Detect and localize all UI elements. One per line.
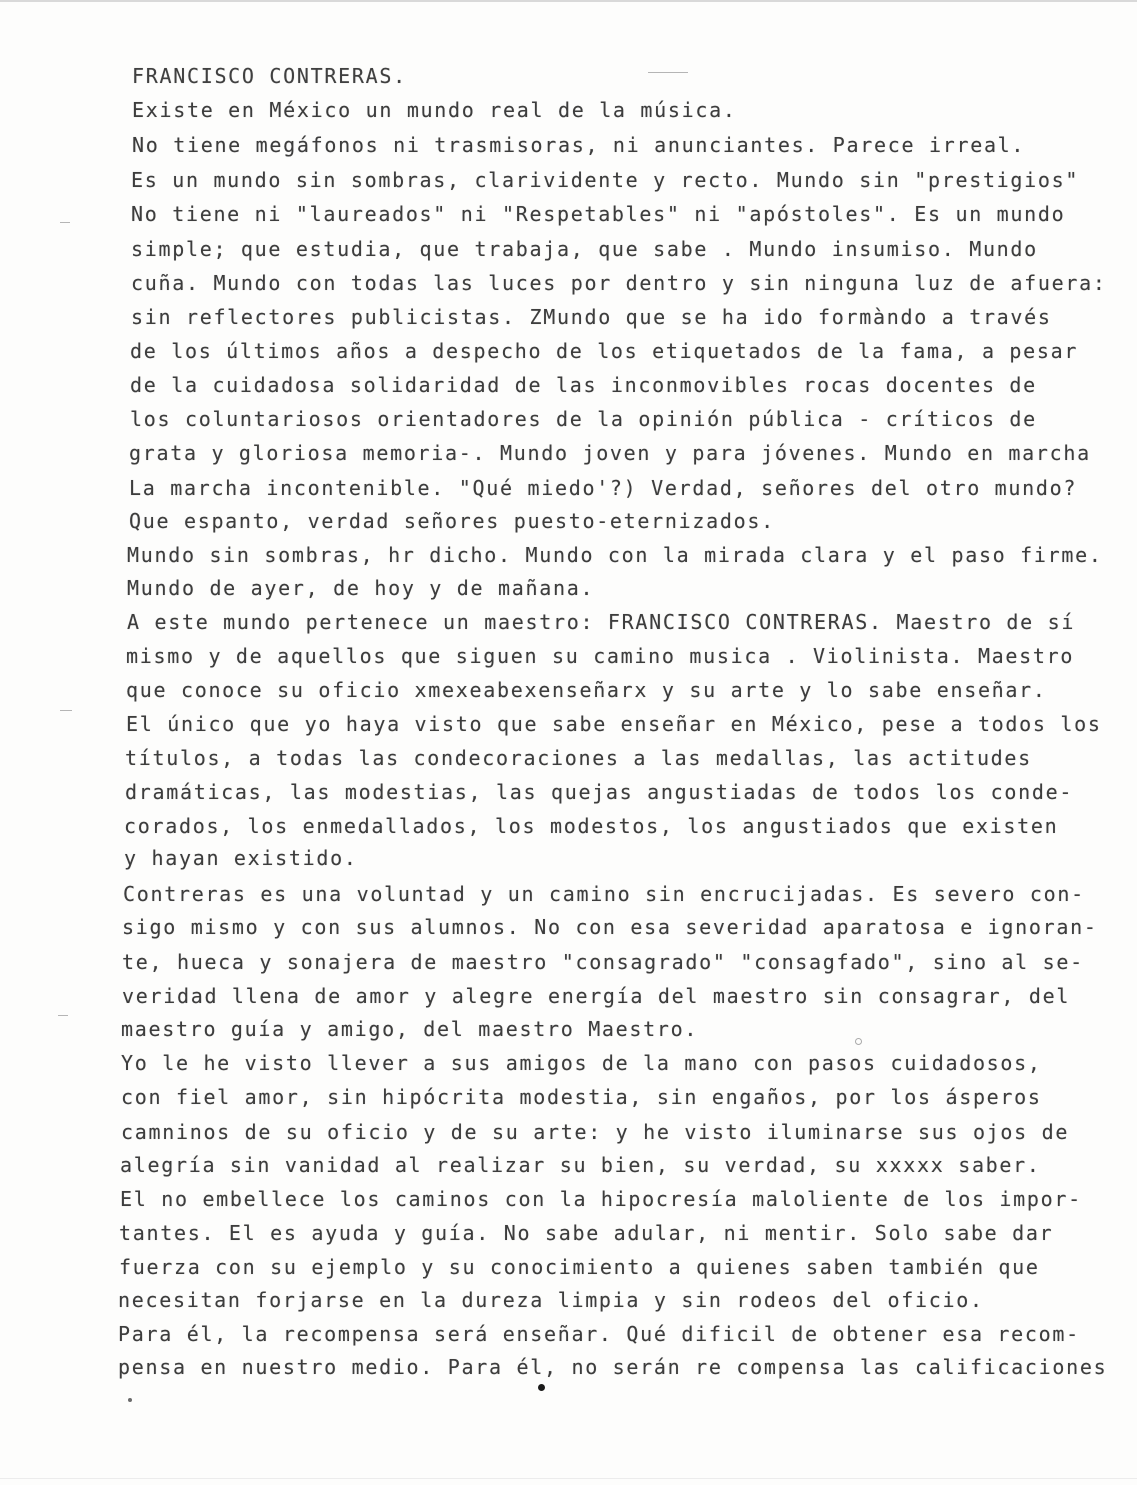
text-line: A este mundo pertenece un maestro: FRANCISCO CONTRERAS. Maestro de sí	[127, 610, 1076, 634]
paper-mark	[0, 1478, 1137, 1479]
text-line: de la cuidadosa solidaridad de las inconmovibles rocas docentes de	[130, 373, 1037, 397]
text-line: cuña. Mundo con todas las luces por dentro y sin ninguna luz de afuera:	[131, 271, 1107, 295]
paper-mark	[60, 710, 72, 711]
text-line: y hayan existido.	[124, 846, 358, 870]
text-line: fuerza con su ejemplo y su conocimiento a quienes saben también que	[119, 1255, 1040, 1279]
text-line: corados, los enmedallados, los modestos, los angustiados que existen	[124, 814, 1059, 838]
text-line: de los últimos años a despecho de los etiquetados de la fama, a pesar	[130, 339, 1079, 363]
document-title: FRANCISCO CONTRERAS.	[132, 64, 407, 88]
text-line: Es un mundo sin sombras, clarividente y recto. Mundo sin "prestigios"	[131, 168, 1080, 192]
paper-mark	[60, 222, 70, 223]
text-line: El único que yo haya visto que sabe enseñar en México, pese a todos los	[126, 712, 1102, 736]
text-line: sin reflectores publicistas. ZMundo que se ha ido formàndo a través	[131, 305, 1052, 329]
text-line: Yo le he visto llever a sus amigos de la mano con pasos cuidadosos,	[121, 1051, 1042, 1075]
paper-mark	[648, 72, 688, 73]
text-line: veridad llena de amor y alegre energía del maestro sin consagrar, del	[122, 984, 1071, 1008]
text-line: te, hueca y sonajera de maestro "consagrado" "consagfado", sino al se-	[122, 950, 1084, 974]
text-line: Contreras es una voluntad y un camino sin encrucijadas. Es severo con-	[123, 882, 1085, 906]
text-line: No tiene ni "laureados" ni "Respetables" ni "apóstoles". Es un mundo	[131, 202, 1066, 226]
text-line: maestro guía y amigo, del maestro Maestro.	[121, 1017, 699, 1041]
text-line: que conoce su oficio xmexeabexenseñarx y su arte y lo sabe enseñar.	[126, 678, 1047, 702]
paper-mark	[128, 1398, 132, 1402]
text-line: dramáticas, las modestias, las quejas angustiadas de todos los conde-	[125, 780, 1074, 804]
text-line: Para él, la recompensa será enseñar. Qué dificil de obtener esa recom-	[118, 1322, 1080, 1346]
text-line: alegría sin vanidad al realizar su bien, su verdad, su xxxxx saber.	[120, 1153, 1041, 1177]
paper-mark	[855, 1038, 862, 1045]
text-line: mismo y de aquellos que siguen su camino musica . Violinista. Maestro	[126, 644, 1075, 668]
text-line: necesitan forjarse en la dureza limpia y sin rodeos del oficio.	[118, 1288, 984, 1312]
paper-mark	[58, 1015, 68, 1016]
text-line: con fiel amor, sin hipócrita modestia, sin engaños, por los ásperos	[121, 1085, 1042, 1109]
text-line: simple; que estudia, que trabaja, que sabe . Mundo insumiso. Mundo	[131, 237, 1038, 261]
text-line: La marcha incontenible. "Qué miedo'?) Verdad, señores del otro mundo?	[129, 476, 1078, 500]
text-line: Mundo de ayer, de hoy y de mañana.	[127, 576, 595, 600]
text-line: No tiene megáfonos ni trasmisoras, ni anunciantes. Parece irreal.	[132, 133, 1026, 157]
text-line: Existe en México un mundo real de la música.	[132, 98, 737, 122]
text-line: Mundo sin sombras, hr dicho. Mundo con la mirada clara y el paso firme.	[127, 543, 1103, 567]
text-line: sigo mismo y con sus alumnos. No con esa severidad aparatosa e ignoran-	[122, 915, 1098, 939]
text-line: pensa en nuestro medio. Para él, no serán re compensa las calificaciones	[118, 1355, 1108, 1379]
paper-mark	[538, 1384, 545, 1391]
text-line: El no embellece los caminos con la hipocresía maloliente de los impor-	[120, 1187, 1082, 1211]
text-line: tantes. El es ayuda y guía. No sabe adular, ni mentir. Solo sabe dar	[119, 1221, 1054, 1245]
text-line: grata y gloriosa memoria-. Mundo joven y para jóvenes. Mundo en marcha	[129, 441, 1091, 465]
text-line: los coluntariosos orientadores de la opinión pública - críticos de	[130, 407, 1037, 431]
text-line: camninos de su oficio y de su arte: y he visto iluminarse sus ojos de	[121, 1120, 1070, 1144]
text-line: títulos, a todas las condecoraciones a las medallas, las actitudes	[125, 746, 1032, 770]
text-line: Que espanto, verdad señores puesto-eternizados.	[129, 509, 775, 533]
